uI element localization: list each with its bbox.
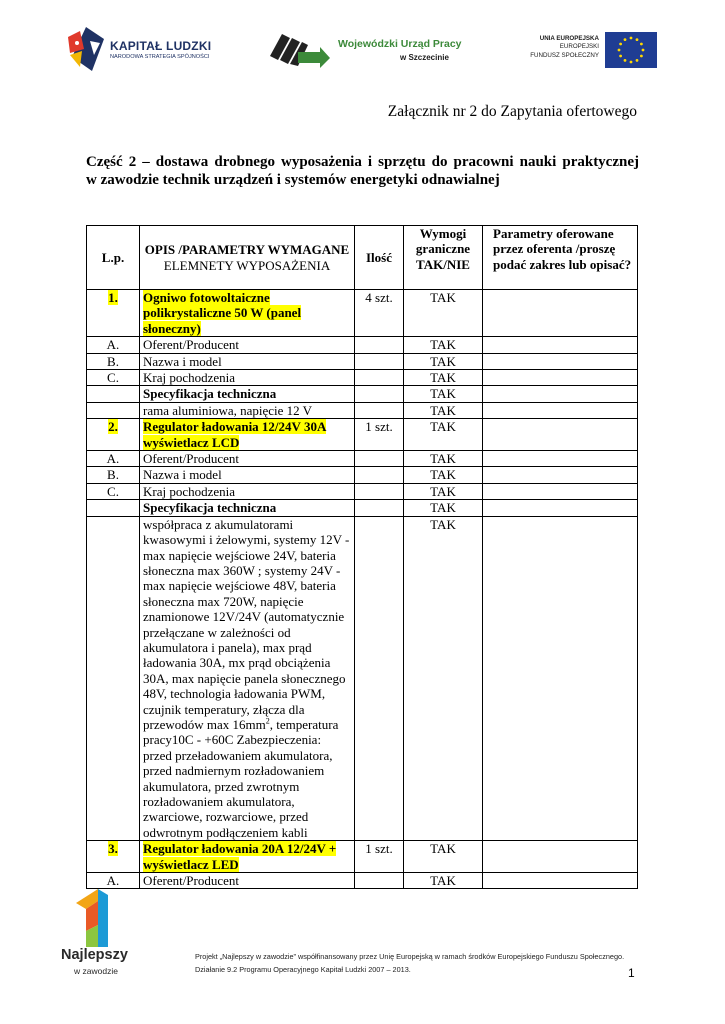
row-lp [87,386,140,402]
wup-city: w Szczecinie [400,53,449,62]
specification-table [86,225,638,889]
row-parametry-input[interactable] [483,500,638,516]
row-wymogi: TAK [404,386,483,402]
table-row [87,841,638,873]
footer-project-text [195,950,624,976]
row-lp: 1. [87,290,140,337]
row-ilosc [355,370,404,386]
row-wymogi: TAK [404,370,483,386]
row-wymogi: TAK [404,451,483,467]
header-ilosc: Ilość [355,226,404,290]
table-row [87,873,638,889]
eu-line3: FUNDUSZ SPOŁECZNY [530,51,599,59]
row-opis: Kraj pochodzenia [140,483,355,499]
row-lp: C. [87,483,140,499]
najlepszy-logo [58,889,148,979]
title-line-1: Część 2 – dostawa drobnego wyposażenia i sprzętu do pracowni nauki praktycznej [86,154,639,170]
row-parametry-input[interactable] [483,516,638,841]
row-ilosc [355,337,404,353]
row-lp: A. [87,451,140,467]
kapital-ludzki-name: KAPITAŁ LUDZKI [110,39,212,53]
row-parametry-input[interactable] [483,841,638,873]
table-row [87,467,638,483]
row-lp: A. [87,873,140,889]
row-opis: Nazwa i model [140,353,355,369]
table-row [87,500,638,516]
row-parametry-input[interactable] [483,402,638,418]
row-opis: współpraca z akumulatorami kwasowymi i żelowymi, systemy 12V - max napięcie wejściowe 24V, bateria słoneczna max 360W ; systemy 24V - max napięcie wejściowe 48V, bateria słoneczna max 720W, napięcie znamionowe 12V/24V (automatycznie przełączane w zależności od akumulatora i panela), max prąd ładowania 30A, mx prąd obciążenia 30A, max napięcie panela słonecznego 48V, technologia ładowania PWM, czujnik temperatury, złącza dla przewodów $\max 16mm^2$, temperatura pracy10C - +60C Zabezpieczenia: przed przeładowaniem akumulatora, przed nadmiernym rozładowaniem akumulatora, przed zwrotnym rozładowaniem akumulatora, zwarciowe, rozwarciowe, przed odwrotnym podłączeniem kabli [140,516,355,841]
row-ilosc [355,467,404,483]
row-ilosc: 1 szt. [355,419,404,451]
row-opis: Oferent/Producent [140,873,355,889]
row-parametry-input[interactable] [483,483,638,499]
row-lp: 2. [87,419,140,451]
row-wymogi: TAK [404,841,483,873]
wup-name: Wojewódzki Urząd Pracy [338,38,462,50]
header-opis-bold: OPIS /PARAMETRY WYMAGANE [144,242,350,258]
row-parametry-input[interactable] [483,451,638,467]
row-ilosc [355,386,404,402]
row-lp [87,402,140,418]
row-opis: Specyfikacja techniczna [140,500,355,516]
row-opis: Regulator ładowania 12/24V 30A wyświetlacz LCD [140,419,355,451]
row-wymogi: TAK [404,419,483,451]
row-wymogi: TAK [404,500,483,516]
row-opis: Kraj pochodzenia [140,370,355,386]
kapital-ludzki-tagline: NARODOWA STRATEGIA SPÓJNOŚCI [110,54,210,60]
row-wymogi: TAK [404,467,483,483]
eu-logo [505,32,657,72]
row-lp: B. [87,353,140,369]
row-parametry-input[interactable] [483,873,638,889]
row-ilosc [355,483,404,499]
footer-line-1: Projekt „Najlepszy w zawodzie” współfinansowany przez Unię Europejską w ramach środków Europejskiego Funduszu Społecznego. [195,952,625,961]
row-lp: C. [87,370,140,386]
row-wymogi: TAK [404,402,483,418]
row-parametry-input[interactable] [483,386,638,402]
table-row [87,290,638,337]
wup-emblem-icon [268,32,330,70]
row-ilosc [355,402,404,418]
eu-line2: EUROPEJSKI [559,43,599,51]
table-row [87,451,638,467]
table-row [87,402,638,418]
row-opis: Oferent/Producent [140,337,355,353]
table-row [87,419,638,451]
row-ilosc [355,353,404,369]
row-ilosc [355,516,404,841]
row-parametry-input[interactable] [483,370,638,386]
row-wymogi: TAK [404,337,483,353]
row-ilosc: 1 szt. [355,841,404,873]
row-opis: Specyfikacja techniczna [140,386,355,402]
header-lp: L.p. [87,226,140,290]
row-ilosc: 4 szt. [355,290,404,337]
najlepszy-name: Najlepszy [61,947,128,963]
row-opis: Oferent/Producent [140,451,355,467]
table-row [87,337,638,353]
row-ilosc [355,500,404,516]
row-parametry-input[interactable] [483,290,638,337]
header-opis [140,226,355,290]
row-wymogi: TAK [404,873,483,889]
eu-flag-icon [605,32,657,68]
row-wymogi: TAK [404,483,483,499]
row-ilosc [355,451,404,467]
page-number: 1 [628,966,635,980]
table-row [87,370,638,386]
row-wymogi: TAK [404,353,483,369]
row-parametry-input[interactable] [483,467,638,483]
najlepszy-sub: w zawodzie [74,966,118,976]
document-title [86,153,639,189]
table-row [87,353,638,369]
row-lp: A. [87,337,140,353]
kapital-ludzki-emblem-icon [66,27,106,71]
title-line-2: w zawodzie technik urządzeń i systemów energetyki odnawialnej [86,172,500,188]
row-opis: rama aluminiowa, napięcie 12 V [140,402,355,418]
row-opis: Nazwa i model [140,467,355,483]
row-lp: B. [87,467,140,483]
najlepszy-number-one-icon [72,889,120,949]
row-parametry-input[interactable] [483,353,638,369]
row-wymogi: TAK [404,290,483,337]
row-opis: Ogniwo fotowoltaiczne polikrystaliczne 50 W (panel słoneczny) [140,290,355,337]
row-lp [87,516,140,841]
header-opis-normal: ELEMNETY WYPOSAŻENIA [163,257,331,273]
row-wymogi: TAK [404,516,483,841]
row-parametry-input[interactable] [483,419,638,451]
wup-logo [268,32,468,70]
eu-line1: UNIA EUROPEJSKA [539,35,599,42]
annex-label: Załącznik nr 2 do Zapytania ofertowego [387,103,637,120]
row-parametry-input[interactable] [483,337,638,353]
footer-line-2: Działanie 9.2 Programu Operacyjnego Kapitał Ludzki 2007 – 2013. [195,965,411,974]
table-row [87,386,638,402]
header-parametry: Parametry oferowane przez oferenta /proszę podać zakres lub opisać? [483,226,638,290]
row-opis: Regulator ładowania 20A 12/24V + wyświetlacz LED [140,841,355,873]
row-ilosc [355,873,404,889]
kapital-ludzki-logo [66,27,226,71]
row-lp [87,500,140,516]
table-row [87,516,638,841]
row-lp: 3. [87,841,140,873]
table-row [87,483,638,499]
table-header-row [87,226,638,290]
header-wymogi: Wymogi graniczne TAK/NIE [404,226,483,290]
